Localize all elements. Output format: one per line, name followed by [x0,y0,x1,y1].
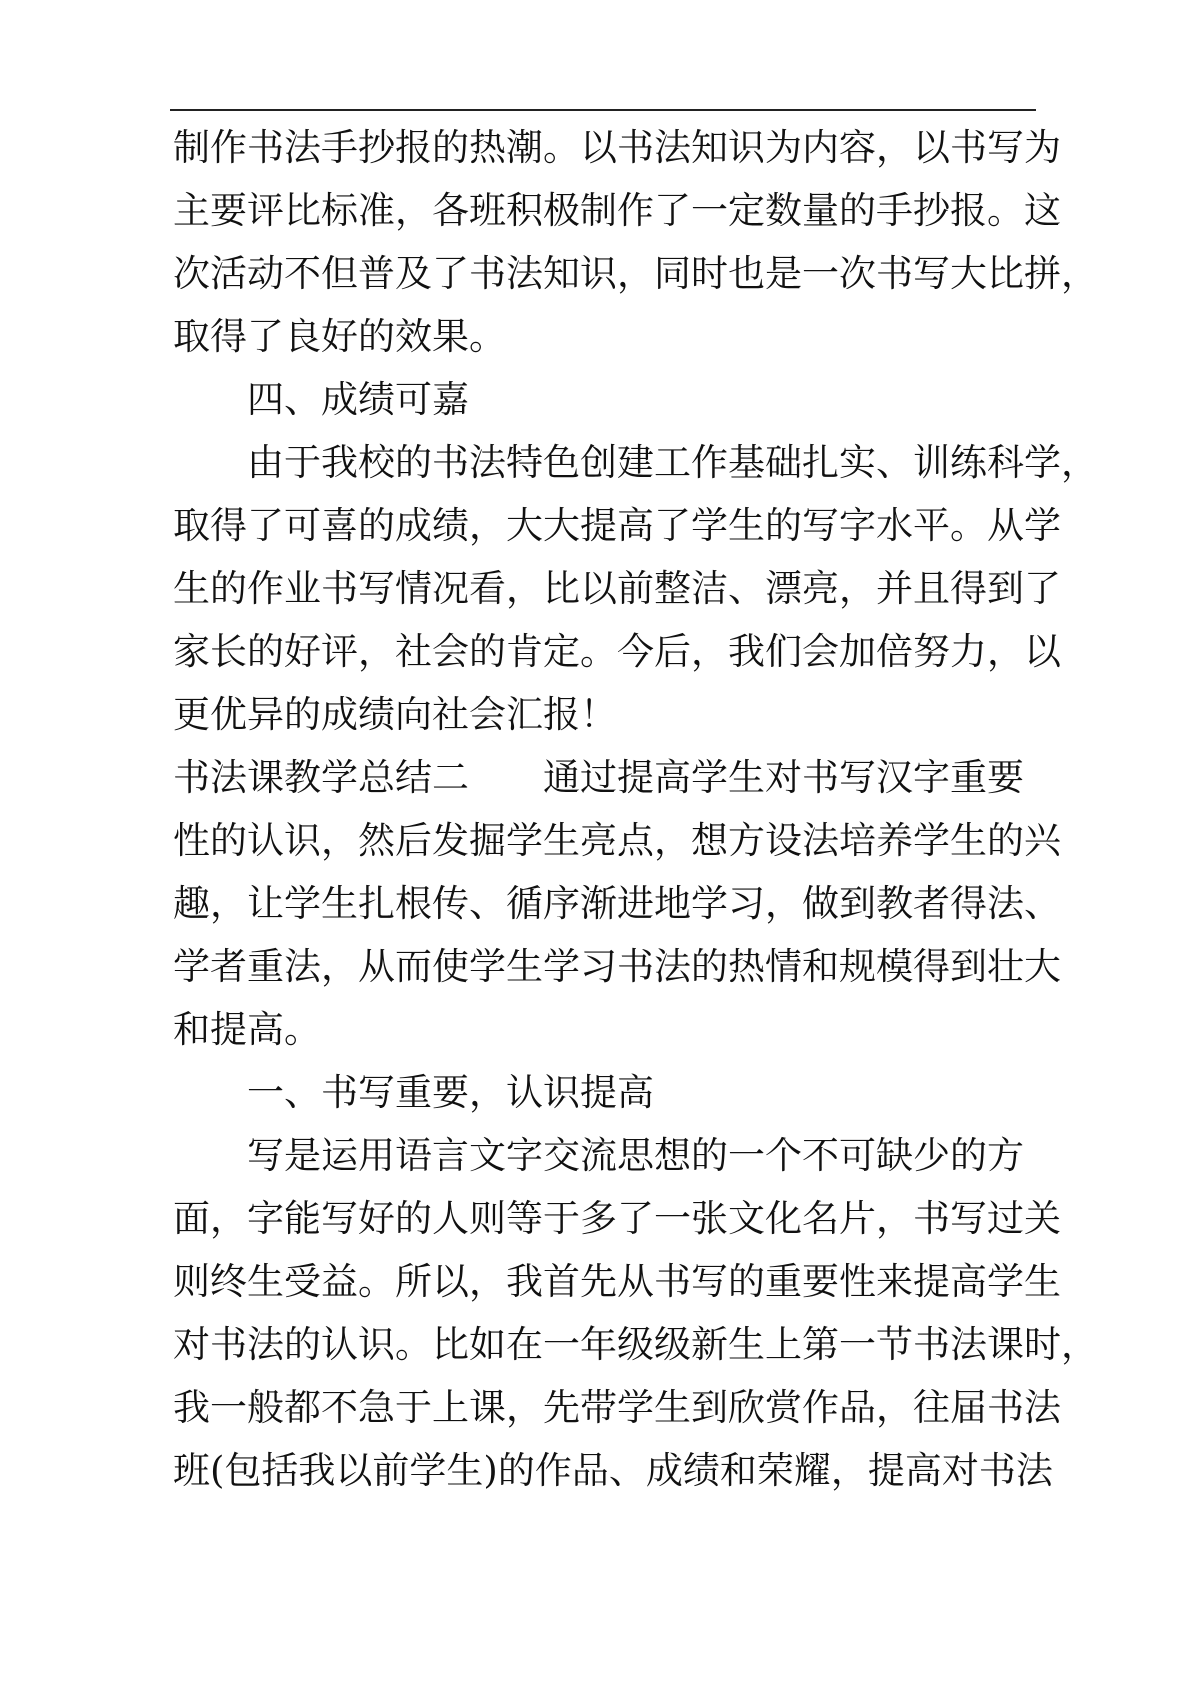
text-line: 性的认识，然后发掘学生亮点，想方设法培养学生的兴 [173,819,1061,862]
text-line: 生的作业书写情况看，比以前整洁、漂亮，并且得到了 [173,567,1061,610]
text-line: 次活动不但普及了书法知识，同时也是一次书写大比拼， [173,252,1098,295]
text-line: 由于我校的书法特色创建工作基础扎实、训练科学， [247,441,1098,484]
text-line: 学者重法，从而使学生学习书法的热情和规模得到壮大 [173,945,1061,988]
summary-intro: 通过提高学生对书写汉字重要 [543,756,1024,799]
document-body [173,116,1098,1502]
header-rule [170,109,1036,111]
text-line: 则终生受益。所以，我首先从书写的重要性来提高学生 [173,1260,1061,1303]
text-line: 班(包括我以前学生)的作品、成绩和荣耀，提高对书法 [173,1449,1053,1492]
text-line: 对书法的认识。比如在一年级级新生上第一节书法课时， [173,1323,1098,1366]
text-line: 面，字能写好的人则等于多了一张文化名片，书写过关 [173,1197,1061,1240]
text-line: 取得了良好的效果。 [173,315,506,358]
text-line: 主要评比标准，各班积极制作了一定数量的手抄报。这 [173,189,1061,232]
text-line: 和提高。 [173,1008,321,1051]
text-line: 更优异的成绩向社会汇报！ [173,693,617,736]
text-line: 取得了可喜的成绩，大大提高了学生的写字水平。从学 [173,504,1061,547]
section-heading-4: 四、成绩可嘉 [247,378,469,421]
text-line: 写是运用语言文字交流思想的一个不可缺少的方 [247,1134,1024,1177]
text-line: 家长的好评，社会的肯定。今后，我们会加倍努力，以 [173,630,1061,673]
summary-title: 书法课教学总结二 [173,756,469,799]
text-line: 我一般都不急于上课，先带学生到欣赏作品，往届书法 [173,1386,1061,1429]
summary-title-line [173,746,1053,809]
text-line: 趣，让学生扎根传、循序渐进地学习，做到教者得法、 [173,882,1061,925]
text-line: 制作书法手抄报的热潮。以书法知识为内容，以书写为 [173,126,1061,169]
section-heading-1: 一、书写重要，认识提高 [247,1071,654,1114]
